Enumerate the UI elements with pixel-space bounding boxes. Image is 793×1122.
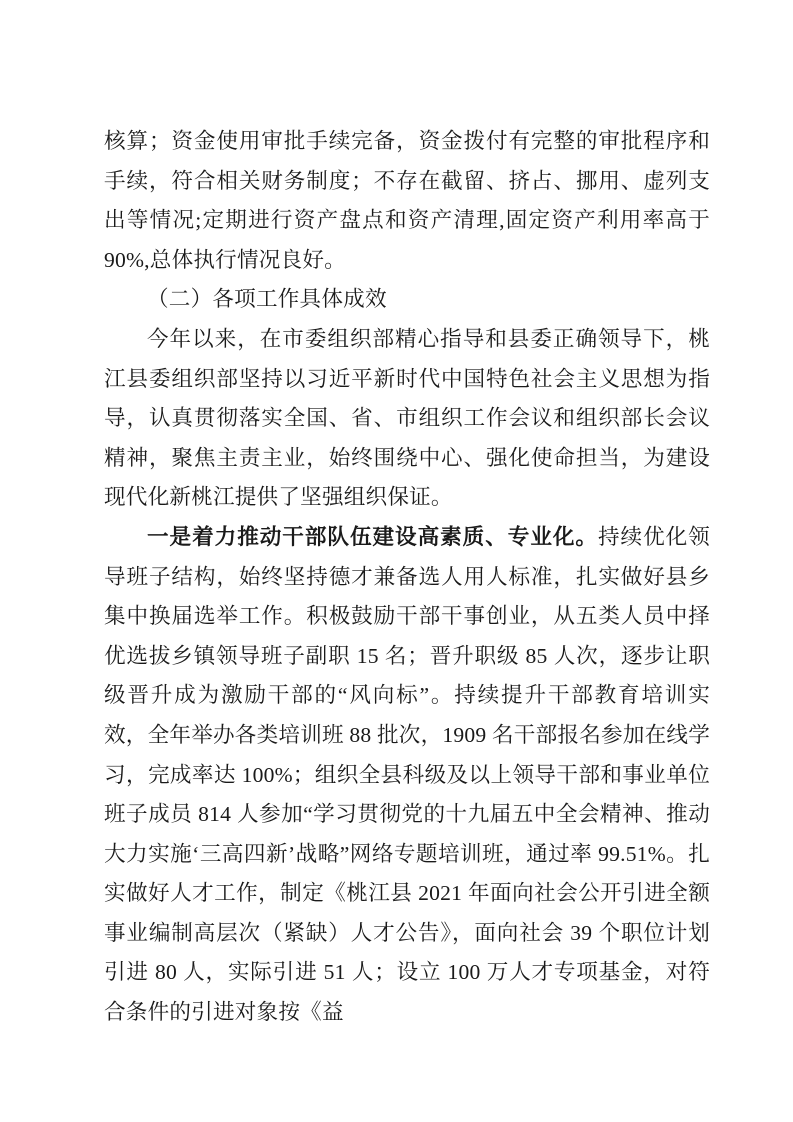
paragraph-point-one [104, 518, 710, 1033]
paragraph-text: 持续优化领导班子结构，始终坚持德才兼备选人用人标准，扎实做好县乡集中换届选举工作。积极鼓励干部干事创业，从五类人员中择优选拔乡镇领导班子副职 15 名；晋升职级 85 人次，逐步让职级晋升成为激励干部的“风向标”。持续提升干部教育培训实效，全年举办各类培训班 88 批次，1909 名干部报名参加在线学习，完成率达 100%；组织全县科级及以上领导干部和事业单位班子成员 814 人参加“学习贯彻党的十九届五中全会精神、推动大力实施‘三高四新’战略”网络专题培训班，通过率 99.51%。扎实做好人才工作，制定《桃江县 2021 年面向社会公开引进全额事业编制高层次（紧缺）人才公告》，面向社会 39 个职位计划引进 80 人，实际引进 51 人；设立 100 万人才专项基金，对符合条件的引进对象按《益 [104, 524, 710, 1025]
section-heading [104, 280, 710, 320]
paragraph-text: 核算；资金使用审批手续完备，资金拨付有完整的审批程序和手续，符合相关财务制度；不存在截留、挤占、挪用、虚列支出等情况;定期进行资产盘点和资产清理,固定资产利用率高于 90%,总体执行情况良好。 [104, 129, 710, 272]
document-body [104, 122, 710, 1033]
paragraph-text: 今年以来，在市委组织部精心指导和县委正确领导下，桃江县委组织部坚持以习近平新时代中国特色社会主义思想为指导，认真贯彻落实全国、省、市组织工作会议和组织部长会议精神，聚焦主责主业，始终围绕中心、强化使命担当，为建设现代化新桃江提供了坚强组织保证。 [104, 326, 710, 510]
paragraph-overview [104, 320, 710, 518]
paragraph-continuation [104, 122, 710, 280]
paragraph-bold-lead: 一是着力推动干部队伍建设高素质、专业化。 [147, 524, 598, 549]
section-heading-text: （二）各项工作具体成效 [147, 287, 387, 312]
